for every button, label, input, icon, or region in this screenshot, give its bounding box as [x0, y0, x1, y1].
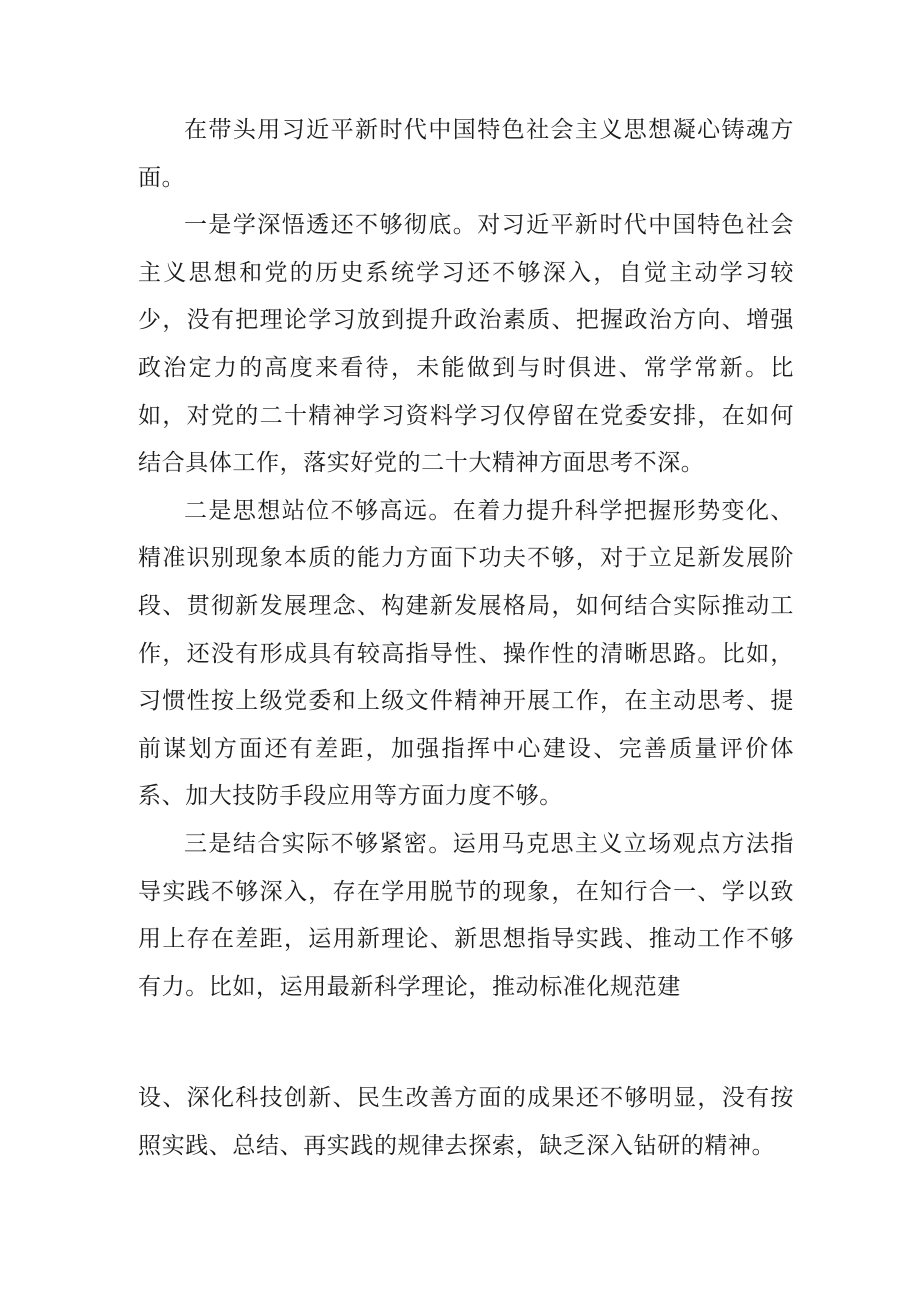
paragraph-point-one: 一是学深悟透还不够彻底。对习近平新时代中国特色社会主义思想和党的历史系统学习还不够深入，自觉主动学习较少，没有把理论学习放到提升政治素质、把握政治方向、增强政治定力的高度来看待，未能做到与时俱进、常学常新。比如，对党的二十精神学习资料学习仅停留在党委安排，在如何结合具体工作，落实好党的二十大精神方面思考不深。 [138, 212, 794, 477]
document-body-lower [138, 1075, 794, 1170]
paragraph-continuation: 设、深化科技创新、民生改善方面的成果还不够明显，没有按照实践、总结、再实践的规律去探索，缺乏深入钻研的精神。 [138, 1085, 794, 1159]
document-body-upper [138, 107, 794, 1011]
paragraph-point-two: 二是思想站位不够高远。在着力提升科学把握形势变化、精准识别现象本质的能力方面下功夫不够，对于立足新发展阶段、贯彻新发展理念、构建新发展格局，如何结合实际推动工作，还没有形成具有较高指导性、操作性的清晰思路。比如，习惯性按上级党委和上级文件精神开展工作，在主动思考、提前谋划方面还有差距，加强指挥中心建设、完善质量评价体系、加大技防手段应用等方面力度不够。 [138, 497, 794, 810]
section-heading-paragraph: 在带头用习近平新时代中国特色社会主义思想凝心铸魂方面。 [138, 117, 794, 191]
paragraph-point-three: 三是结合实际不够紧密。运用马克思主义立场观点方法指导实践不够深入，存在学用脱节的现象，在知行合一、学以致用上存在差距，运用新理论、新思想指导实践、推动工作不够有力。比如，运用最新科学理论，推动标准化规范建 [138, 830, 794, 1000]
